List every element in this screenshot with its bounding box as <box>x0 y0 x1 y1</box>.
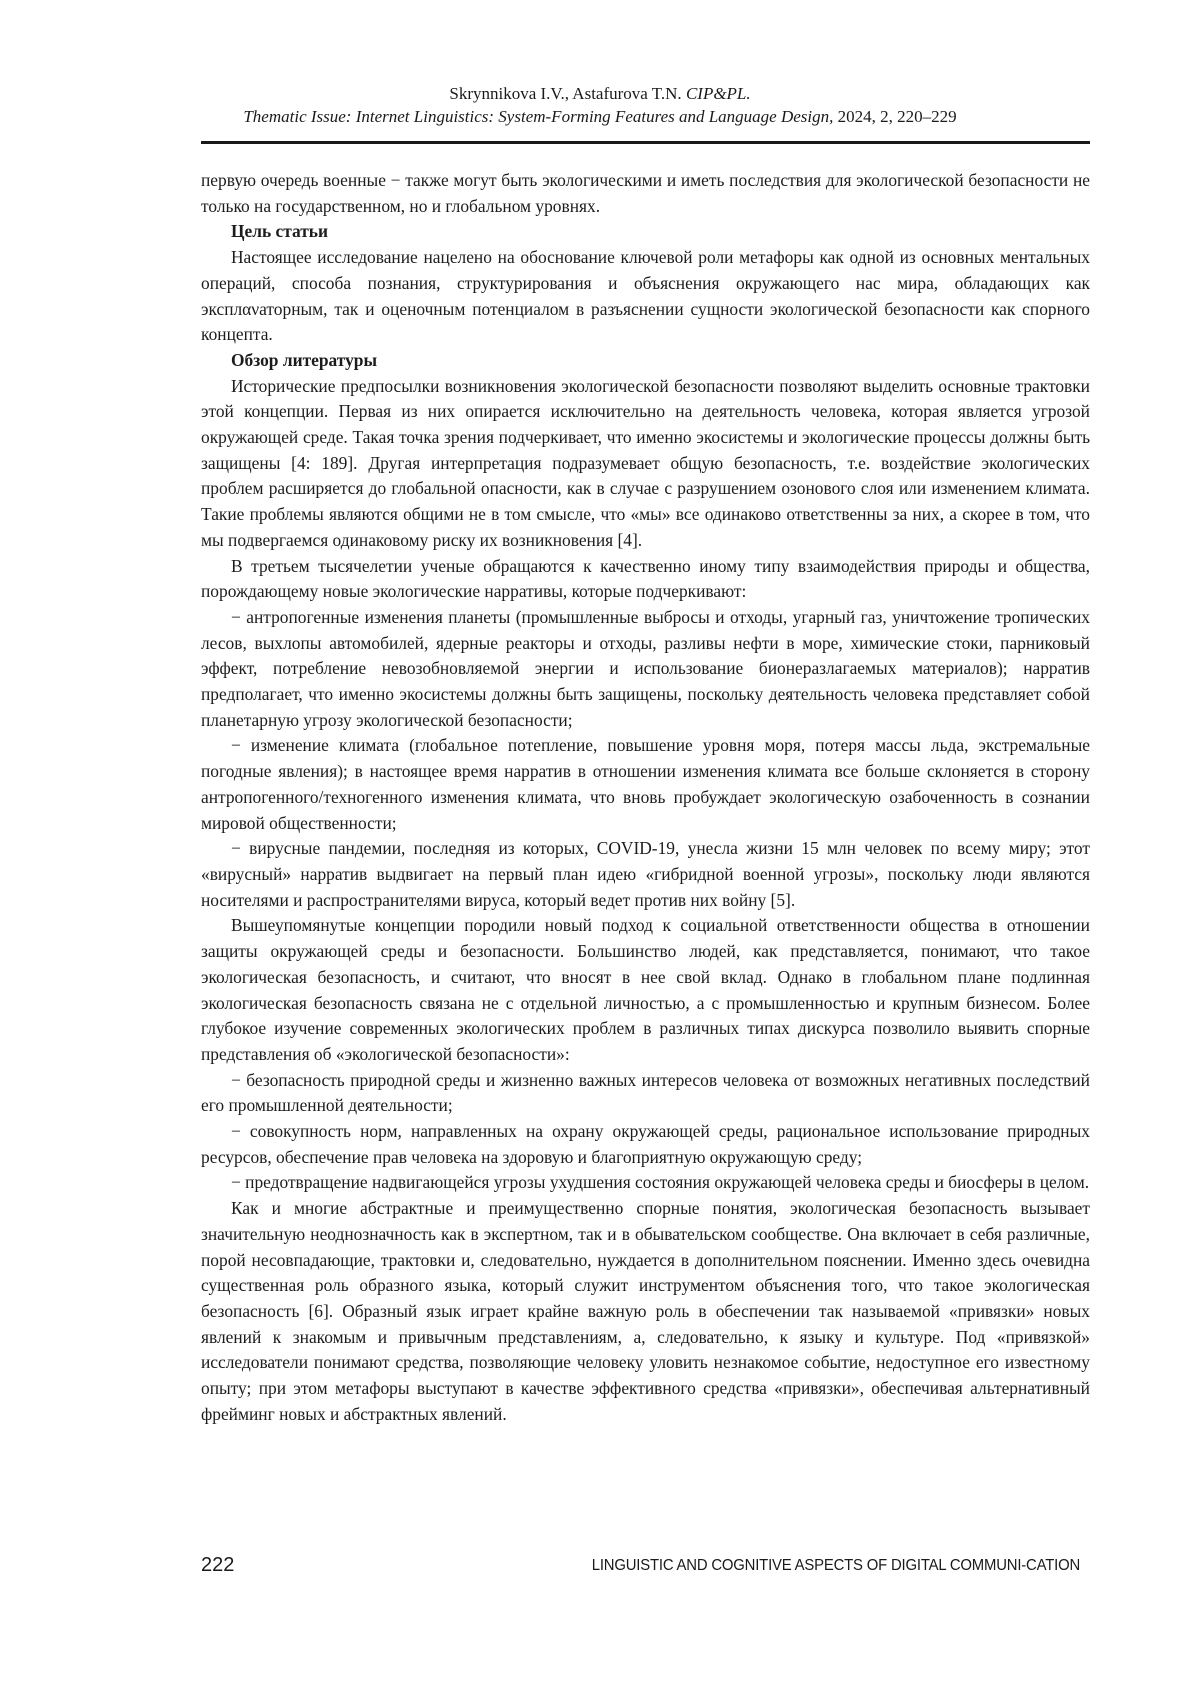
list-item: − безопасность природной среды и жизненно важных интересов человека от возможных негативных последствий его промышленной деятельности; <box>201 1069 1090 1116</box>
list-item: − изменение климата (глобальное потепление, повышение уровня моря, потеря массы льда, экстремальные погодные явления); в настоящее время нарратив в отношении изменения климата все больше склоняется в сторону антропогенного/техногенного изменения климата, что вновь пробуждает экологическую озабоченность в сознании мировой общественности; <box>201 735 1090 833</box>
paragraph: Исторические предпосылки возникновения экологической безопасности позволяют выделить основные трактовки этой концепции. Первая из них опирается исключительно на деятельность человека, которая является угрозой окружающей среде. Такая точка зрения подчеркивает, что именно экосистемы и экологические процессы должны быть защищены [4: 189]. Другая интерпретация подразумевает общую безопасность, т.е. воздействие экологических проблем расширяется до глобальной опасности, как в случае с разрушением озонового слоя или изменением климата. Такие проблемы являются общими не в том смысле, что «мы» все одинаково ответственны за них, а скорее в том, что мы подвергаемся одинаковому риску их возникновения [4]. <box>201 375 1090 550</box>
footer-section-title: LINGUISTIC AND COGNITIVE ASPECTS OF DIGITAL COMMUNI-CATION <box>591 1557 1080 1574</box>
list-item: − совокупность норм, направленных на охрану окружающей среды, рациональное использование природных ресурсов, обеспечение прав человека на здоровую и благоприятную окружающую среду; <box>201 1121 1090 1167</box>
page-number: 222 <box>201 1554 235 1576</box>
paragraph: Как и многие абстрактные и преимущественно спорные понятия, экологическая безопасность вызывает значительную неоднозначность как в экспертном, так и в обывательском сообществе. Она включает в себя различные, порой несовпадающие, трактовки и, следовательно, нуждается в дополнительном пояснении. Именно здесь очевидна существенная роль образного языка, который служит инструментом объяснения того, что такое экологическая безопасность [6]. Образный язык играет крайне важную роль в обеспечении так называемой «привязки» новых явлений к знакомым и привычным представлениям, а, следовательно, к языку и культуре. Под «привязкой» исследователи понимают средства, позволяющие человеку уловить незнакомое событие, недоступное его известному опыту; при этом метафоры выступают в качестве эффективного средства «привязки», обеспечивая альтернативный фрейминг новых и абстрактных явлений. <box>201 1198 1090 1424</box>
paragraph: Вышеупомянутые концепции породили новый подход к социальной ответственности общества в отношении защиты окружающей среды и безопасности. Большинство людей, как представляется, понимают, что такое экологическая безопасность, и считают, что вносят в нее свой вклад. Однако в глобальном плане подлинная экологическая безопасность связана не с отдельной личностью, а с промышленностью и крупным бизнесом. Более глубокое изучение современных экологических проблем в различных типах дискурса позволило выявить спорные представления об «экологической безопасности»: <box>201 915 1090 1064</box>
header-rule <box>201 141 1090 144</box>
paragraph: первую очередь военные − также могут быть экологическими и иметь последствия для экологической безопасности не только на государственном, но и глобальном уровнях. <box>201 170 1090 216</box>
header-issue-info: 2024, 2, 220–229 <box>837 107 957 126</box>
header-authors: Skrynnikova I.V., Astafurova T.N. <box>449 84 682 103</box>
header-journal: CIP&PL. <box>685 84 751 103</box>
header-issue-title: Thematic Issue: Internet Linguistics: System-Forming Features and Language Design, <box>243 107 834 126</box>
list-item: − предотвращение надвигающейся угрозы ухудшения состояния окружающей человека среды и биосферы в целом. <box>231 1172 1090 1193</box>
list-item: − вирусные пандемии, последняя из которых, COVID-19, унесла жизни 15 млн человек по всему миру; этот «вирусный» нарратив выдвигает на первый план идею «гибридной военной угрозы», поскольку люди являются носителями и распространителями вируса, который ведет против них войну [5]. <box>201 838 1090 910</box>
list-item: − антропогенные изменения планеты (промышленные выбросы и отходы, угарный газ, уничтожение тропических лесов, выхлопы автомобилей, ядерные реакторы и отходы, разливы нефти в море, химические стоки, парниковый эффект, потребление невозобновляемой энергии и использование бионеразлагаемых материалов); нарратив предполагает, что именно экосистемы должны быть защищены, поскольку деятельность человека представляет собой планетарную угрозу экологической безопасности; <box>201 606 1090 730</box>
section-heading-aim: Цель статьи <box>231 221 329 242</box>
running-header-issue <box>180 106 1020 128</box>
section-heading-literature: Обзор литературы <box>231 349 378 370</box>
article-body <box>201 168 1090 1427</box>
running-header-authors <box>180 83 1020 105</box>
paragraph: В третьем тысячелетии ученые обращаются к качественно иному типу взаимодействия природы и общества, порождающему новые экологические нарративы, которые подчеркивают: <box>201 555 1090 602</box>
paragraph: Настоящее исследование нацелено на обоснование ключевой роли метафоры как одной из основных ментальных операций, способа познания, структурирования и объяснения окружающего нас мира, обладающих как эксплανаторным, так и оценочным потенциалом в разъяснении сущности экологической безопасности как спорного концепта. <box>201 247 1090 345</box>
